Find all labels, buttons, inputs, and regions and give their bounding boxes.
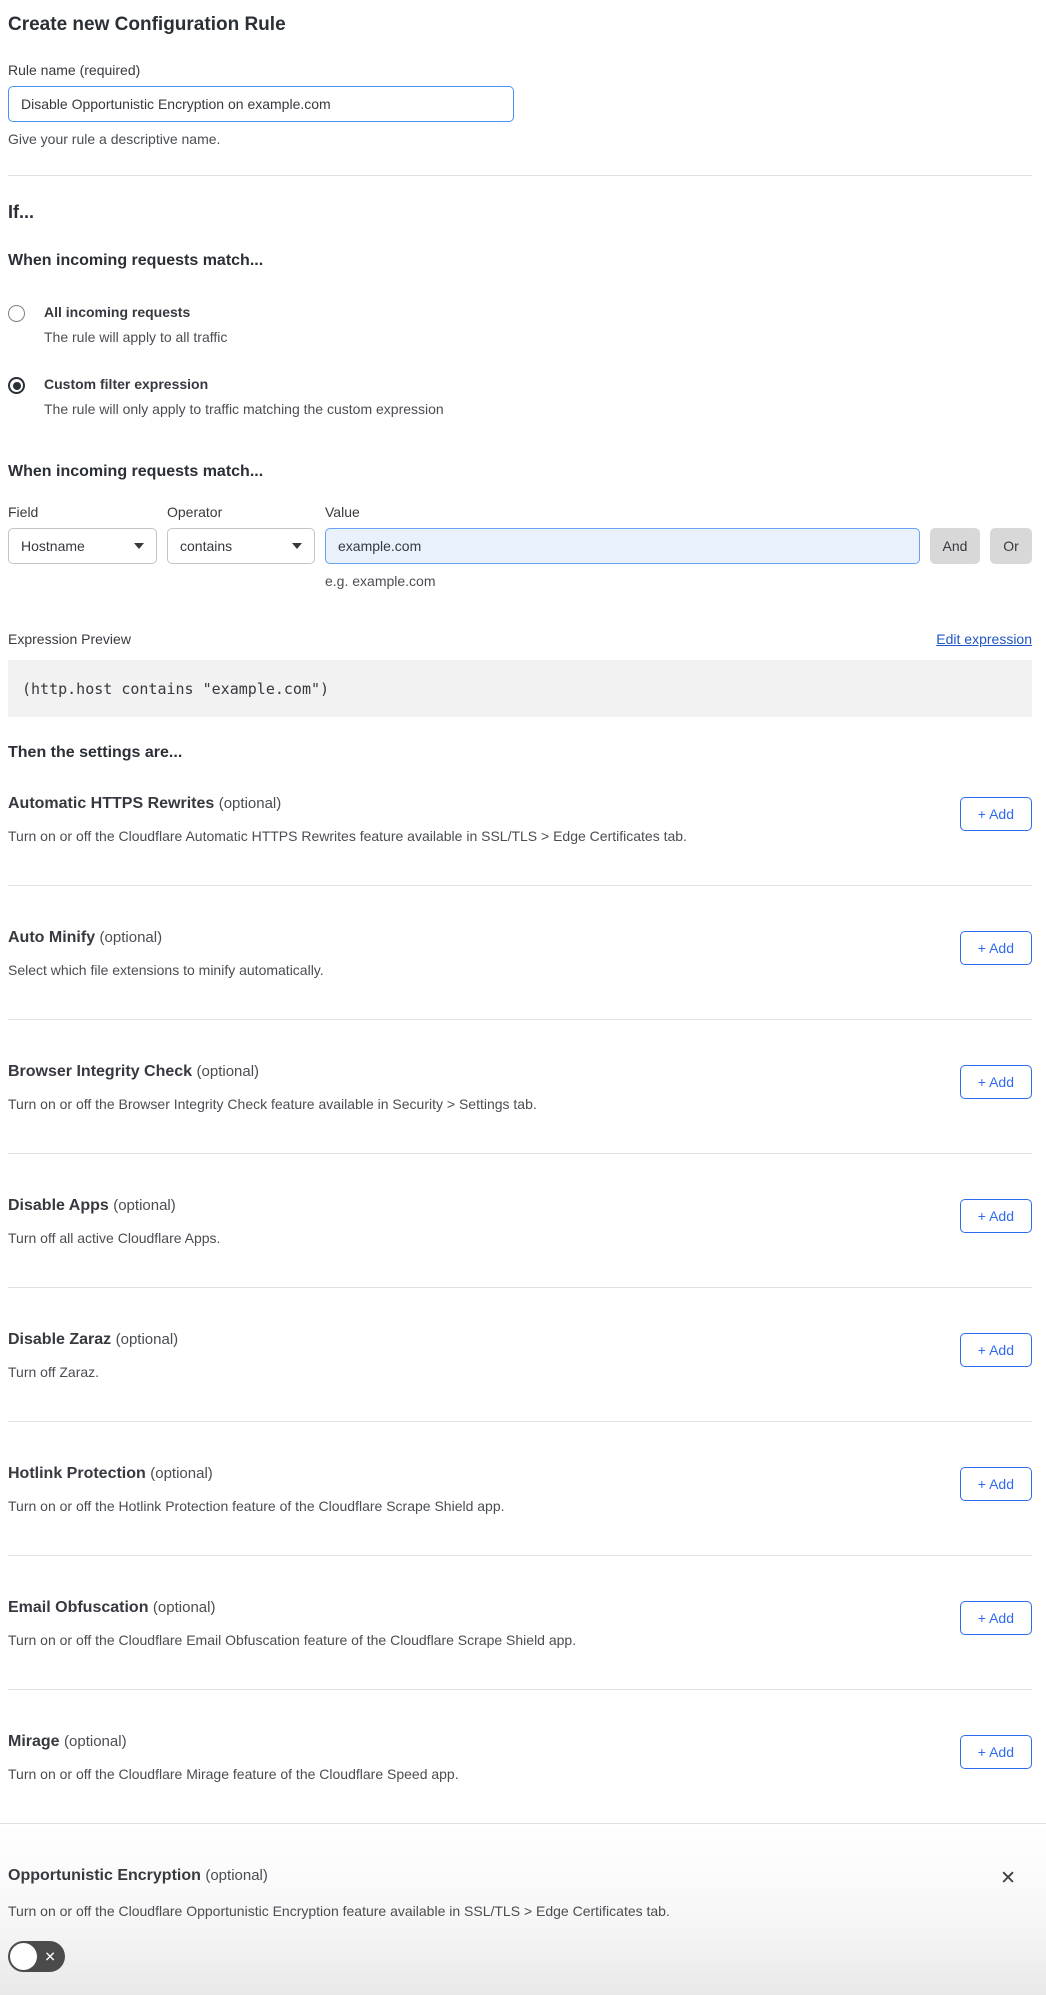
- rule-name-input[interactable]: [8, 86, 514, 122]
- setting-optional-tag: (optional): [196, 1063, 260, 1080]
- add-email-obfuscation-button[interactable]: + Add: [960, 1601, 1032, 1635]
- setting-optional-tag: (optional): [64, 1733, 127, 1750]
- close-icon[interactable]: ✕: [1000, 1868, 1016, 1889]
- setting-description: Turn on or off the Browser Integrity Check feature available in Security > Settings tab.: [8, 1096, 537, 1112]
- setting-name: Hotlink Protection: [8, 1465, 146, 1482]
- field-select-value: Hostname: [21, 538, 85, 554]
- setting-name: Browser Integrity Check: [8, 1063, 193, 1080]
- if-heading: If...: [8, 202, 34, 222]
- radio-description: The rule will only apply to traffic matching the custom expression: [44, 401, 444, 417]
- opportunistic-encryption-toggle[interactable]: [8, 1941, 65, 1972]
- or-button[interactable]: Or: [990, 528, 1032, 564]
- expression-preview-box: [8, 660, 1032, 717]
- setting-name: Disable Apps: [8, 1197, 109, 1214]
- operator-select-value: contains: [180, 538, 233, 554]
- setting-row-disable-apps: [8, 1153, 1032, 1287]
- setting-optional-tag: (optional): [205, 1867, 268, 1884]
- setting-name: Automatic HTTPS Rewrites: [8, 795, 215, 812]
- radio-label: Custom filter expression: [44, 376, 209, 392]
- setting-row-mirage: [8, 1689, 1032, 1823]
- setting-row-browser-integrity-check: [8, 1019, 1032, 1153]
- value-helper: e.g. example.com: [325, 573, 436, 589]
- add-disable-apps-button[interactable]: + Add: [960, 1199, 1032, 1233]
- setting-name: Opportunistic Encryption: [8, 1867, 201, 1884]
- add-auto-minify-button[interactable]: + Add: [960, 931, 1032, 965]
- chevron-down-icon: [134, 543, 144, 549]
- operator-select[interactable]: [167, 528, 315, 564]
- rule-name-label: Rule name (required): [8, 62, 141, 78]
- radio-all-incoming-requests[interactable]: [8, 304, 1032, 345]
- field-select[interactable]: [8, 528, 157, 564]
- add-mirage-button[interactable]: + Add: [960, 1735, 1032, 1769]
- rule-name-helper: Give your rule a descriptive name.: [8, 131, 221, 147]
- add-hotlink-protection-button[interactable]: + Add: [960, 1467, 1032, 1501]
- match-heading: When incoming requests match...: [8, 252, 264, 269]
- add-disable-zaraz-button[interactable]: + Add: [960, 1333, 1032, 1367]
- setting-optional-tag: (optional): [113, 1197, 176, 1214]
- section-divider: [8, 175, 1032, 176]
- setting-description: Turn on or off the Cloudflare Automatic HTTPS Rewrites feature available in SSL/TLS > Edge Certificates tab.: [8, 828, 687, 844]
- value-label: Value: [325, 504, 360, 520]
- setting-description: Turn on or off the Cloudflare Mirage feature of the Cloudflare Speed app.: [8, 1766, 459, 1782]
- setting-optional-tag: (optional): [99, 929, 163, 946]
- radio-custom-filter-expression[interactable]: [8, 376, 1032, 417]
- setting-name: Email Obfuscation: [8, 1599, 149, 1616]
- value-input[interactable]: [325, 528, 920, 564]
- setting-optional-tag: (optional): [218, 795, 282, 812]
- filter-heading: When incoming requests match...: [8, 463, 264, 480]
- setting-description: Turn on or off the Hotlink Protection feature of the Cloudflare Scrape Shield app.: [8, 1498, 505, 1514]
- value-helper-row: [8, 573, 1032, 589]
- radio-description: The rule will apply to all traffic: [44, 329, 228, 345]
- radio-unselected-icon[interactable]: [8, 305, 25, 322]
- setting-name: Mirage: [8, 1733, 60, 1750]
- setting-row-auto-minify: [8, 885, 1032, 1019]
- setting-name: Auto Minify: [8, 929, 96, 946]
- setting-description: Turn off all active Cloudflare Apps.: [8, 1230, 221, 1246]
- radio-selected-icon[interactable]: [8, 377, 25, 394]
- expression-preview-code: (http.host contains "example.com"): [22, 679, 330, 698]
- operator-label: Operator: [167, 504, 223, 520]
- setting-row-disable-zaraz: [8, 1287, 1032, 1421]
- rule-name-group: [8, 62, 1032, 147]
- settings-heading: Then the settings are...: [8, 744, 183, 761]
- field-label: Field: [8, 504, 39, 520]
- filter-expression-row: [8, 528, 1032, 564]
- setting-description: Turn on or off the Cloudflare Email Obfuscation feature of the Cloudflare Scrape Shield app.: [8, 1632, 577, 1648]
- radio-label: All incoming requests: [44, 304, 191, 320]
- setting-optional-tag: (optional): [115, 1331, 179, 1348]
- filter-column-labels: [8, 504, 1032, 520]
- page-title: Create new Configuration Rule: [8, 14, 286, 35]
- edit-expression-link[interactable]: Edit expression: [936, 631, 1032, 647]
- match-type-radio-group: [8, 304, 1032, 417]
- add-browser-integrity-check-button[interactable]: + Add: [960, 1065, 1032, 1099]
- expression-preview-header: [8, 631, 1032, 647]
- setting-description: Turn off Zaraz.: [8, 1364, 100, 1380]
- setting-row-opportunistic-encryption: [0, 1823, 1046, 1995]
- chevron-down-icon: [292, 543, 302, 549]
- setting-optional-tag: (optional): [152, 1599, 216, 1616]
- setting-optional-tag: (optional): [150, 1465, 213, 1482]
- setting-row-automatic-https-rewrites: [8, 762, 1032, 885]
- setting-description: Select which file extensions to minify automatically.: [8, 962, 324, 978]
- setting-name: Disable Zaraz: [8, 1331, 112, 1348]
- setting-description: Turn on or off the Cloudflare Opportunistic Encryption feature available in SSL/TLS > Edge Certificates tab.: [8, 1903, 670, 1919]
- and-button[interactable]: And: [930, 528, 980, 564]
- expression-preview-label: Expression Preview: [8, 631, 131, 647]
- add-automatic-https-rewrites-button[interactable]: + Add: [960, 797, 1032, 831]
- toggle-knob: [10, 1943, 37, 1970]
- toggle-off-x-icon: ✕: [44, 1948, 56, 1965]
- setting-row-email-obfuscation: [8, 1555, 1032, 1689]
- setting-row-hotlink-protection: [8, 1421, 1032, 1555]
